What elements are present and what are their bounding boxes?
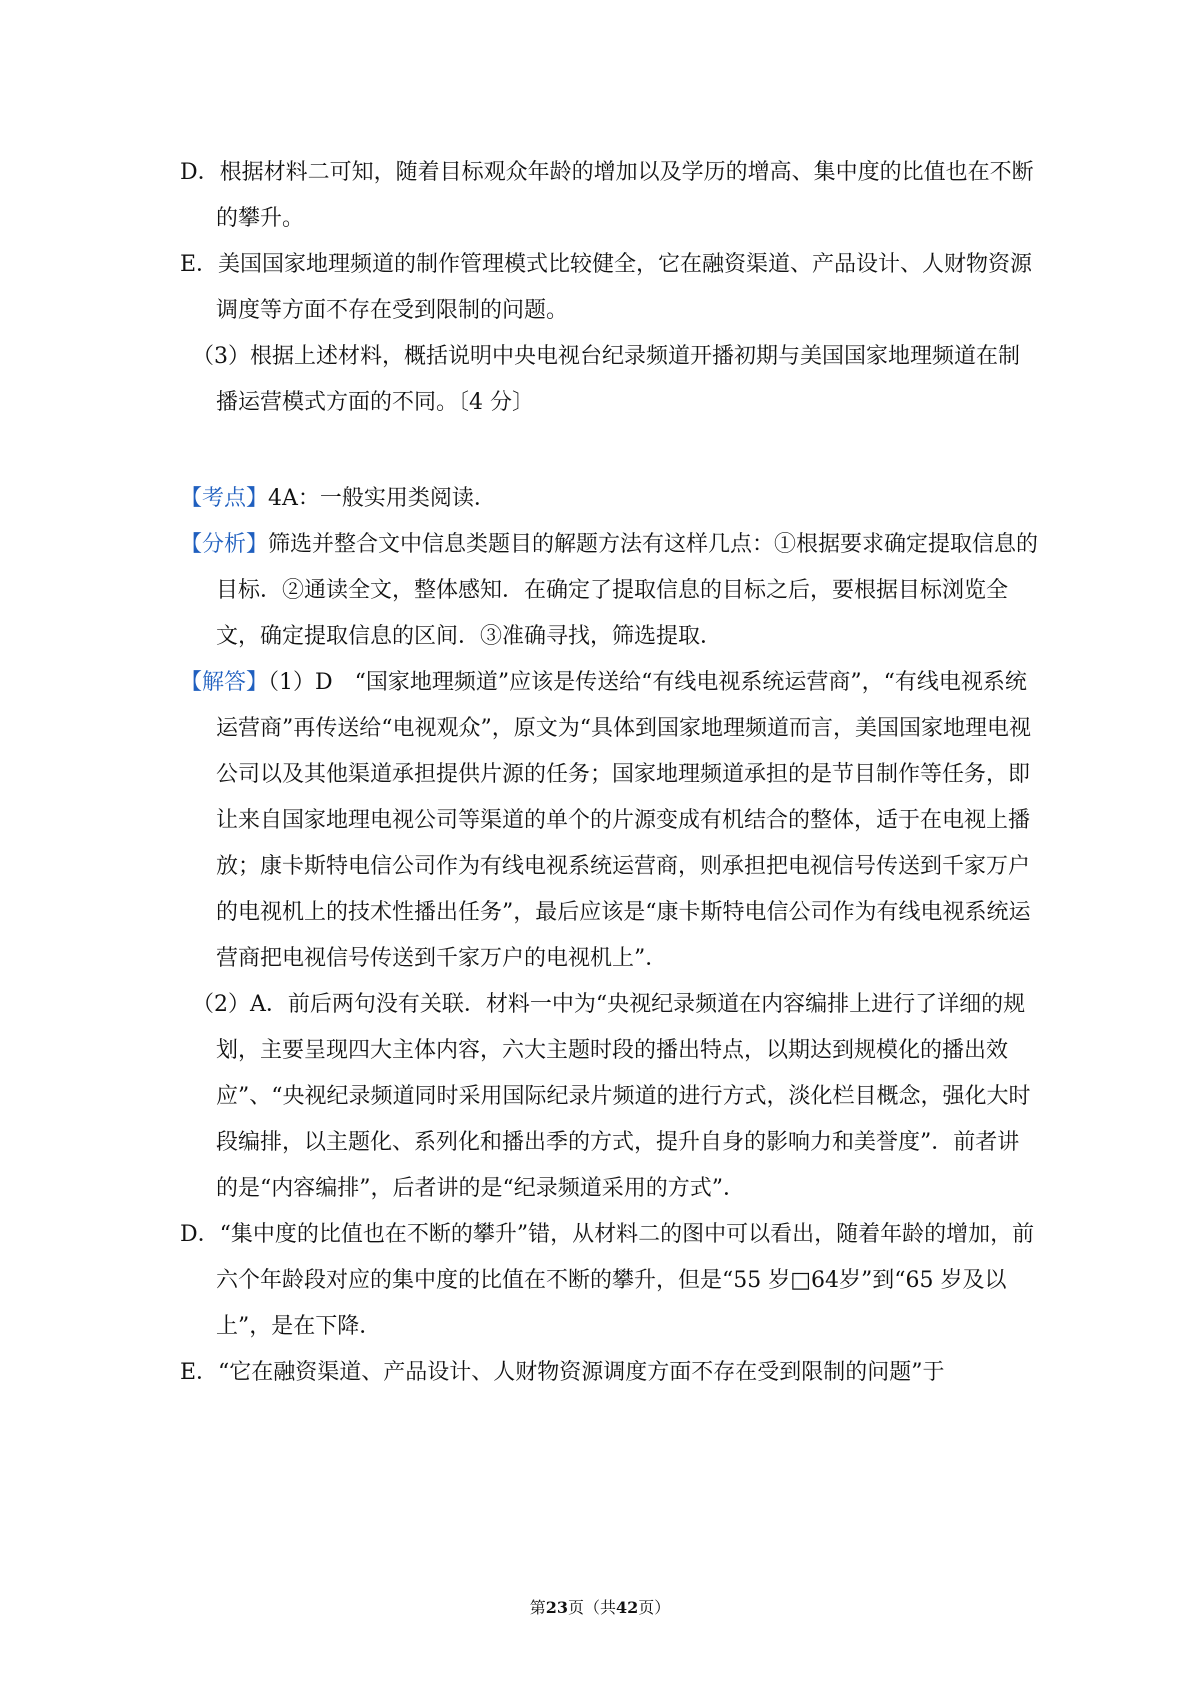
page-footer	[0, 1596, 1200, 1620]
option-e: E．美国国家地理频道的制作管理模式比较健全，它在融资渠道、产品设计、人财物资源调度等方面不存在受到限制的问题。	[180, 252, 1033, 323]
option-d: D．根据材料二可知，随着目标观众年龄的增加以及学历的增高、集中度的比值也在不断的攀升。	[180, 160, 1034, 231]
answer-part2-e: E．“它在融资渠道、产品设计、人财物资源调度方面不存在受到限制的问题”于	[180, 1360, 945, 1385]
footer-page-number: 23	[545, 1598, 568, 1617]
section-gap	[180, 426, 1040, 476]
kaodian-text: 4A：一般实用类阅读．	[268, 486, 496, 511]
document-body	[180, 150, 1040, 1396]
footer-middle: 页（共	[567, 1598, 616, 1617]
answer-part2-a: （2）A．前后两句没有关联．材料一中为“央视纪录频道在内容编排上进行了详细的规划，主要呈现四大主体内容，六大主题时段的播出特点，以期达到规模化的播出效应”、“央视纪录频道同时采用国际纪录片频道的进行方式，淡化栏目概念，强化大时段编排，以主题化、系列化和播出季的方式，提升自身的影响力和美誉度”．前者讲的是“内容编排”，后者讲的是“纪录频道采用的方式”．	[192, 992, 1031, 1201]
fenxi-text: 筛选并整合文中信息类题目的解题方法有这样几点：①根据要求确定提取信息的目标．②通读全文，整体感知．在确定了提取信息的目标之后，要根据目标浏览全文，确定提取信息的区间．③准确寻找，筛选提取．	[216, 532, 1039, 649]
answer-part2-d: D．“集中度的比值也在不断的攀升”错，从材料二的图中可以看出，随着年龄的增加，前六个年龄段对应的集中度的比值在不断的攀升，但是“55 岁□64岁”到“65 岁及以上”，是在下降．	[180, 1222, 1035, 1339]
footer-prefix: 第	[529, 1598, 546, 1617]
jieda-text: （1）D “国家地理频道”应该是传送给“有线电视系统运营商”，“有线电视系统运营商”再传送给“电视观众”，原文为“具体到国家地理频道而言，美国国家地理电视公司以及其他渠道承担提供片源的任务；国家地理频道承担的是节目制作等任务，即让来自国家地理电视公司等渠道的单个的片源变成有机结合的整体，适于在电视上播放；康卡斯特电信公司作为有线电视系统运营商，则承担把电视信号传送到千家万户的电视机上的技术性播出任务”，最后应该是“康卡斯特电信公司作为有线电视系统运营商把电视信号传送到千家万户的电视机上”．	[216, 670, 1031, 971]
fenxi-paragraph	[180, 522, 1040, 660]
footer-suffix: 页）	[638, 1598, 671, 1617]
footer-total-pages: 42	[616, 1598, 639, 1617]
kaodian-paragraph	[180, 476, 1040, 522]
jieda-tag: 【解答】	[180, 670, 269, 695]
jieda-paragraph	[180, 660, 1040, 982]
question-3: （3）根据上述材料，概括说明中央电视台纪录频道开播初期与美国国家地理频道在制播运营模式方面的不同。〔4 分〕	[192, 344, 1020, 415]
kaodian-tag: 【考点】	[180, 486, 269, 511]
fenxi-tag: 【分析】	[180, 532, 269, 557]
